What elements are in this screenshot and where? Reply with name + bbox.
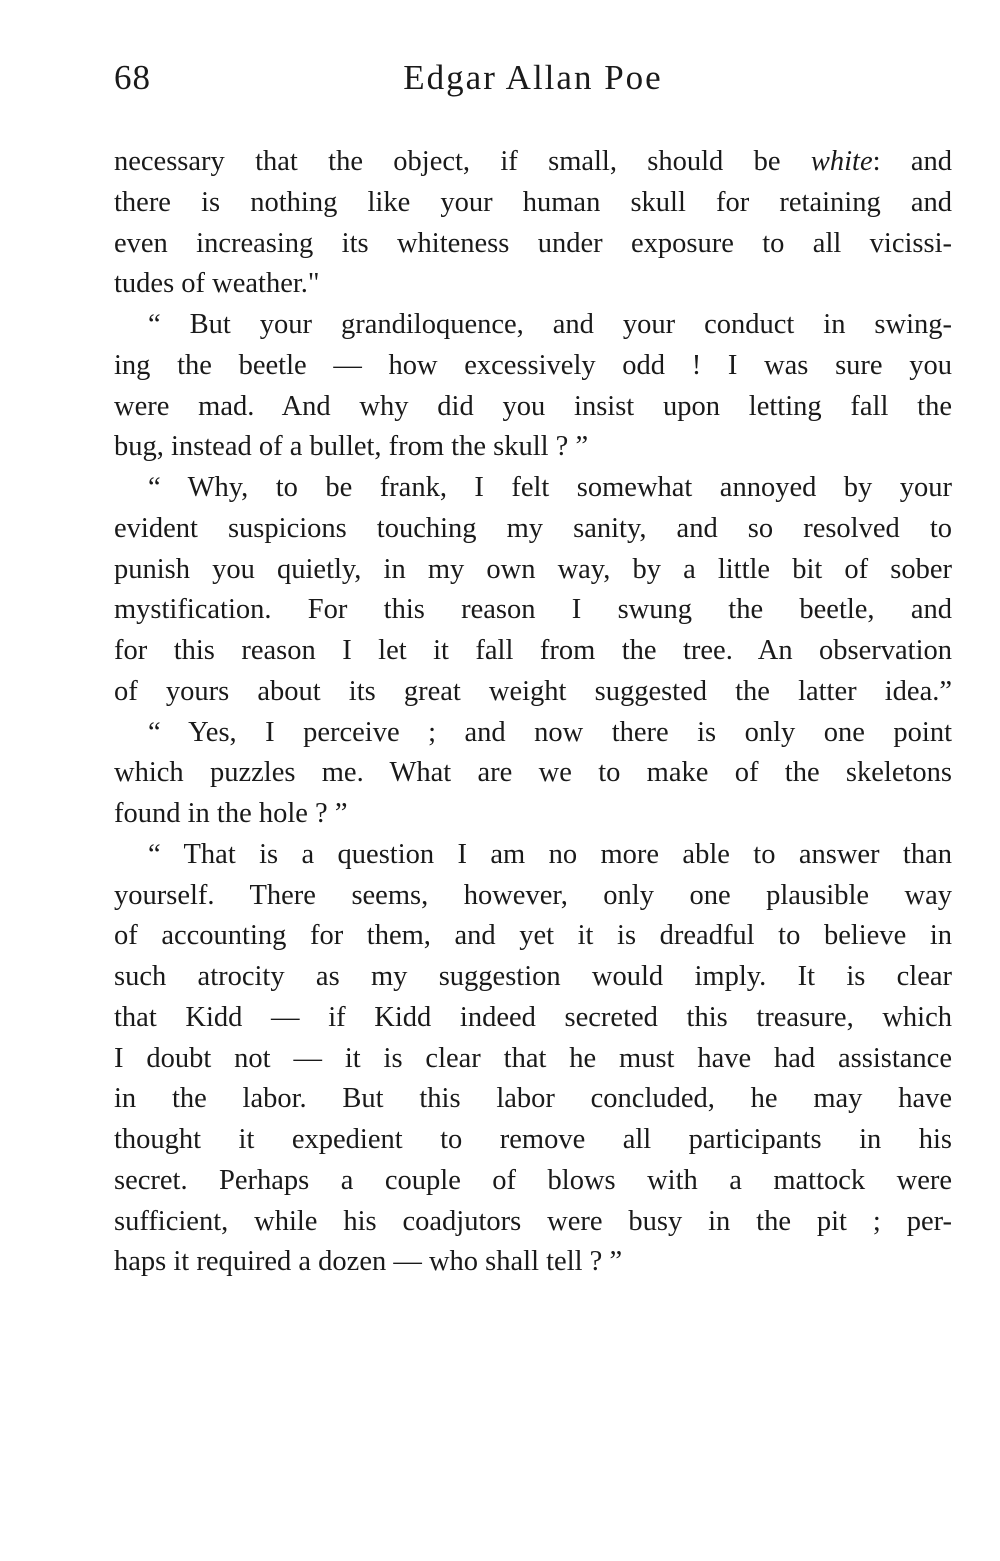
paragraph-start-line: “ But your grandiloquence, and your conduct in swing- xyxy=(148,309,952,340)
text-line: there is nothing like your human skull for retaining and xyxy=(114,186,952,218)
text-line: secret. Perhaps a couple of blows with a mattock were xyxy=(114,1164,952,1196)
paragraph-start-line: “ That is a question I am no more able to answer than xyxy=(148,838,952,870)
text-line: ing the beetle — how excessively odd ! I was sure you xyxy=(114,349,952,381)
paragraph-end-line: tudes of weather." xyxy=(114,268,320,300)
text-line: such atrocity as my suggestion would imply. It is clear xyxy=(114,961,952,992)
text-line: yourself. There seems, however, only one plausible way xyxy=(114,879,952,911)
paragraph-end-line: of yours about its great weight suggested the latter idea.” xyxy=(114,675,952,707)
text-line: for this reason I let it fall from the tree. An observation xyxy=(114,635,952,666)
page-number: 68 xyxy=(114,58,151,97)
page-header xyxy=(114,58,952,102)
paragraph-end-line: haps it required a dozen — who shall tell ? ” xyxy=(114,1246,623,1278)
paragraph-end-line: found in the hole ? ” xyxy=(114,798,348,829)
text-line: punish you quietly, in my own way, by a little bit of sober xyxy=(114,553,952,585)
paragraph-start-line: “ Yes, I perceive ; and now there is only one point xyxy=(148,716,952,748)
text-line: even increasing its whiteness under exposure to all vicissi- xyxy=(114,227,952,259)
body-text xyxy=(114,142,952,1283)
italic-word: white xyxy=(810,146,873,177)
text-line: in the labor. But this labor concluded, he may have xyxy=(114,1083,952,1115)
text-line: were mad. And why did you insist upon letting fall the xyxy=(114,390,952,422)
running-title: Edgar Allan Poe xyxy=(403,58,663,97)
paragraph-end-line: bug, instead of a bullet, from the skull ? ” xyxy=(114,431,589,463)
text-line: thought it expedient to remove all participants in his xyxy=(114,1124,952,1155)
text-line: necessary that the object, if small, should be white: and xyxy=(114,146,952,177)
text-line: of accounting for them, and yet it is dreadful to believe in xyxy=(114,920,952,952)
text-line: that Kidd — if Kidd indeed secreted this treasure, which xyxy=(114,1001,952,1033)
paragraph-start-line: “ Why, to be frank, I felt somewhat annoyed by your xyxy=(148,472,952,503)
text-line: sufficient, while his coadjutors were busy in the pit ; per- xyxy=(114,1205,952,1237)
text-line: which puzzles me. What are we to make of the skeletons xyxy=(114,757,952,789)
text-line: evident suspicions touching my sanity, and so resolved to xyxy=(114,512,952,544)
text-line: I doubt not — it is clear that he must have had assistance xyxy=(114,1042,952,1074)
text-line: mystification. For this reason I swung the beetle, and xyxy=(114,594,952,626)
